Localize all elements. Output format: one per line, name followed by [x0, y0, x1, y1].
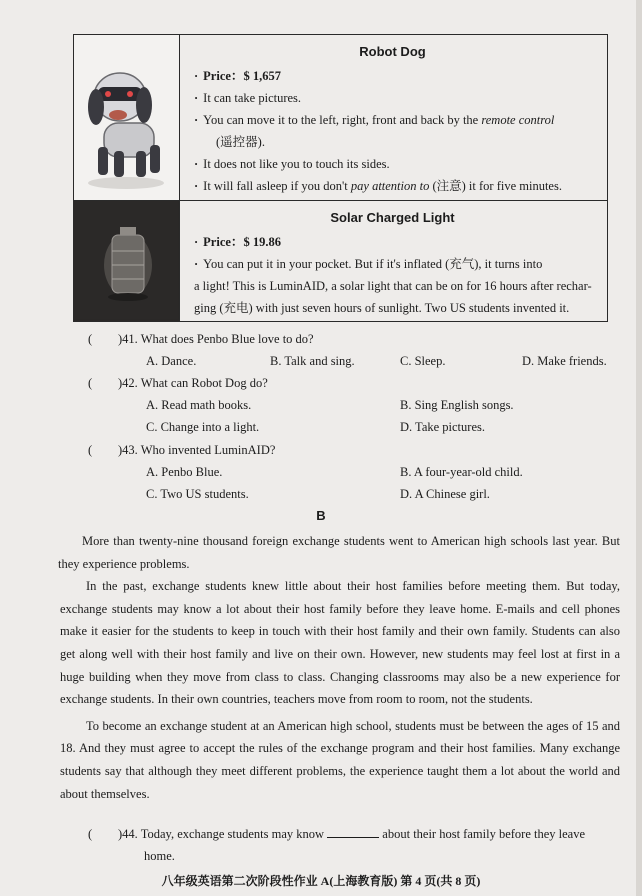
price-value: $ 1,657 [243, 69, 281, 83]
price-value: $ 19.86 [243, 235, 281, 249]
question-stem: Who invented LuminAID? [140, 443, 276, 457]
question-stem: What can Robot Dog do? [140, 376, 268, 390]
feature-text: It can take pictures. [203, 91, 302, 105]
italic-term: pay attention to [350, 179, 430, 193]
feature-text: You can move it to the left, right, front and back by the [203, 113, 479, 127]
option-41-a[interactable]: A. Dance. [146, 354, 197, 368]
question-43 [88, 443, 628, 463]
question-text [118, 823, 585, 845]
option-42-d[interactable]: D. Take pictures. [400, 420, 485, 434]
question-stem: Today, exchange students may know [140, 827, 325, 841]
passage-paragraph-1: More than twenty-nine thousand foreign exchange students went to American high schools last year. But they experience problems. [58, 534, 620, 571]
robot-dog-details [186, 35, 599, 200]
robot-dog-feature-2-cont: (遥控器). [216, 135, 265, 149]
solar-light-feature-2: a light! This is LuminAID, a solar light that can be on for 16 hours after rechar- [194, 279, 592, 293]
question-number: )44. [118, 827, 138, 841]
robot-dog-feature-1: · It can take pictures. [194, 91, 302, 105]
question-42 [88, 376, 628, 396]
page-footer: 八年级英语第二次阶段性作业 A(上海教育版) 第 4 页(共 8 页) [161, 874, 481, 888]
option-42-b[interactable]: B. Sing English songs. [400, 398, 514, 412]
product-row-solar-light [74, 201, 607, 321]
robot-dog-feature-3: · It does not like you to touch its sides. [194, 157, 390, 171]
option-41-c[interactable]: C. Sleep. [400, 354, 446, 368]
option-42-c[interactable]: C. Change into a light. [146, 420, 260, 434]
solar-light-title: Solar Charged Light [330, 210, 455, 225]
page-edge-shadow [636, 0, 642, 896]
product-table [73, 34, 608, 322]
italic-term: remote control [481, 113, 555, 127]
solar-light-feature-1: · You can put it in your pocket. But if it's inflated (充气), it turns into [194, 257, 543, 271]
robot-dog-feature-4: · It will fall asleep if you don't pay attention to (注意) it for five minutes. [194, 179, 562, 193]
price-label: Price： [203, 235, 244, 249]
passage-paragraph-3: To become an exchange student at an American high school, students must be between the ages of 15 and 18. And they must agree to accept the rules of the exchange program and their host families. Many exchange students say that although they meet different problems, the experience taught them a lot about the world and about themselves. [60, 718, 620, 801]
robot-dog-price: · Price：$ 1,657 [194, 69, 281, 83]
option-41-d[interactable]: D. Make friends. [522, 354, 607, 368]
question-number: )41. [118, 332, 138, 346]
reading-passage [60, 530, 620, 805]
solar-light-price: · Price：$ 19.86 [194, 235, 281, 249]
robot-dog-title: Robot Dog [359, 44, 426, 59]
question-number: )43. [118, 443, 138, 457]
question-text [118, 376, 268, 391]
answer-paren[interactable]: ( [88, 827, 93, 841]
question-stem: about their host family before they leave [382, 827, 586, 841]
passage-paragraph-2: In the past, exchange students knew little about their host families before meeting them. But today, exchange students may know a lot about their host family before they leave home. E-mails and cell phones make it easier for the students to keep in touch with their host family and their own family. Students can also get along well with their host family and live on their own. However, new students may feel lost at first in a huge building when they move from class to class. Changing classrooms may also be a new experience for exchange students. In their own countries, teachers move from room to room, not the students. [60, 579, 620, 707]
question-stem-cont: home. [144, 849, 175, 863]
solar-light-feature-3: ging (充电) with just seven hours of sunlight. Two US students invented it. [194, 301, 570, 315]
feature-text: (注意) it for five minutes. [432, 179, 562, 193]
question-number: )42. [118, 376, 138, 390]
price-label: Price： [203, 69, 244, 83]
feature-text: It will fall asleep if you don't [203, 179, 348, 193]
question-41 [88, 332, 628, 352]
question-text [118, 332, 314, 347]
answer-paren[interactable]: ( [88, 376, 93, 390]
lantern-icon [74, 201, 178, 319]
option-42-a[interactable]: A. Read math books. [146, 398, 252, 412]
question-stem: What does Penbo Blue love to do? [140, 332, 314, 346]
question-text [118, 443, 275, 458]
robot-dog-image [74, 35, 180, 200]
answer-paren[interactable]: ( [88, 443, 93, 457]
feature-text: You can put it in your pocket. But if it's inflated (充气), it turns into [203, 257, 543, 271]
option-43-b[interactable]: B. A four-year-old child. [400, 465, 523, 479]
option-43-a[interactable]: A. Penbo Blue. [146, 465, 223, 479]
solar-light-details [186, 201, 599, 321]
option-43-d[interactable]: D. A Chinese girl. [400, 487, 490, 501]
question-44 [88, 823, 623, 867]
solar-light-image [74, 201, 180, 321]
answer-paren[interactable]: ( [88, 332, 93, 346]
robot-dog-feature-2: · You can move it to the left, right, front and back by the remote control [194, 113, 555, 127]
section-b-heading: B [316, 508, 326, 523]
option-41-b[interactable]: B. Talk and sing. [270, 354, 355, 368]
robot-dog-icon [74, 35, 178, 199]
product-row-robot-dog [74, 35, 607, 201]
answer-blank[interactable] [327, 827, 379, 838]
feature-text: It does not like you to touch its sides. [203, 157, 390, 171]
option-43-c[interactable]: C. Two US students. [146, 487, 249, 501]
